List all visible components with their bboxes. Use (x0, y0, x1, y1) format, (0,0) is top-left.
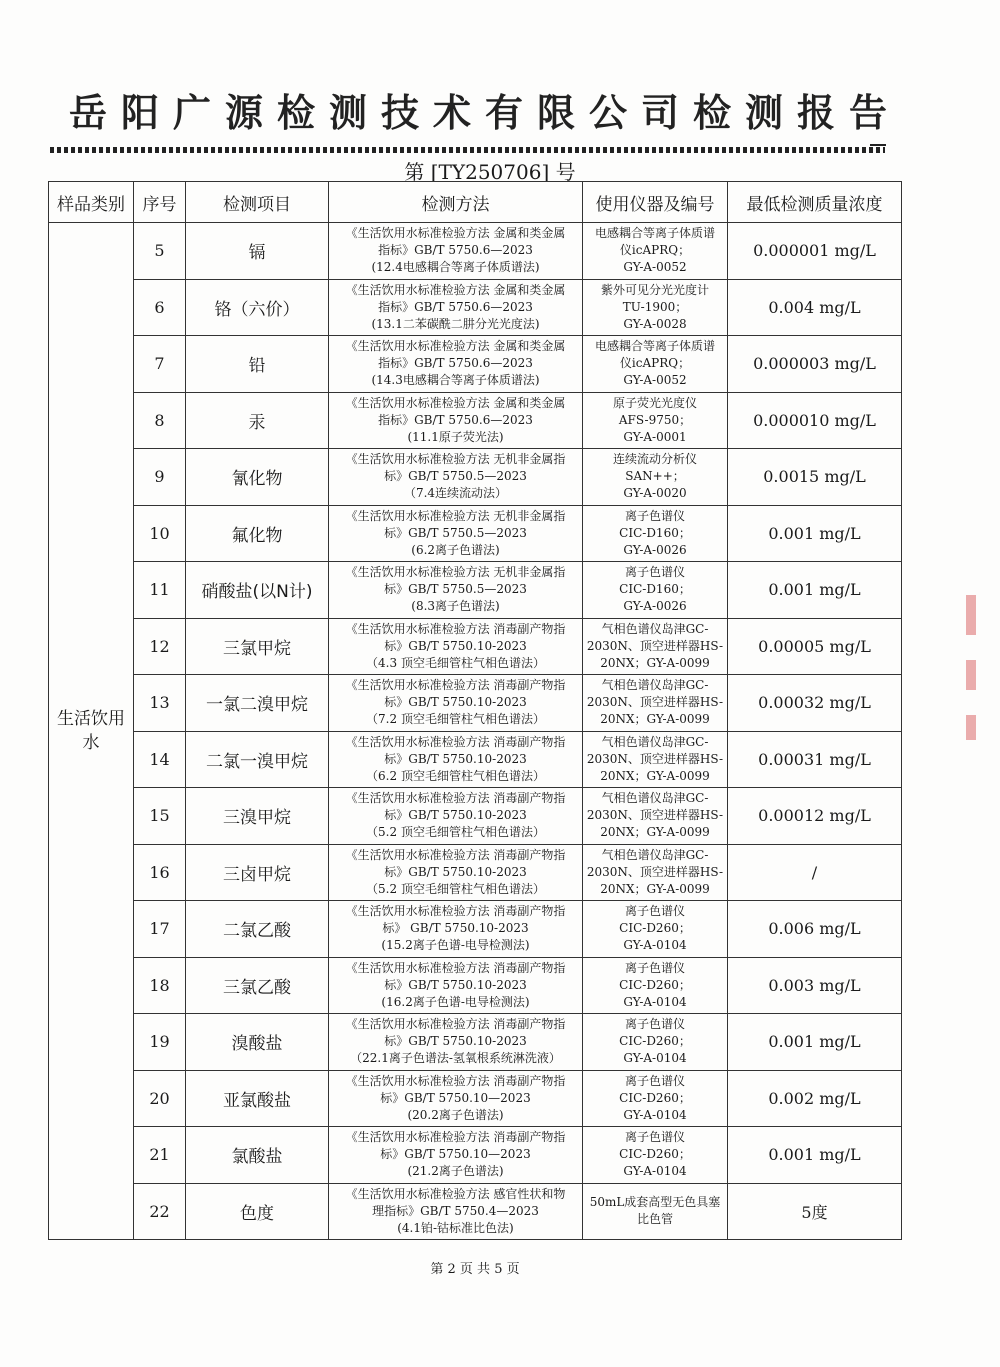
method-line: （22.1离子色谱法-氢氧根系统淋洗液） (350, 1051, 561, 1066)
method-line: 《生活饮用水标准检验方法 金属和类金属 (345, 395, 566, 410)
dotted-divider (50, 147, 885, 153)
row-instrument (583, 449, 728, 506)
instrument-line: 离子色谱仪 (624, 1073, 685, 1088)
instrument-line: 2030N、顶空进样器HS- (586, 751, 724, 766)
row-concentration: 0.003 mg/L (728, 957, 902, 1014)
method-line: 《生活饮用水标准检验方法 金属和类金属 (345, 339, 566, 354)
method-line: (6.2离子色谱法) (411, 542, 500, 557)
instrument-line: 20NX；GY-A-0099 (600, 825, 710, 840)
row-concentration: 5度 (728, 1183, 902, 1240)
method-line: （5.2 顶空毛细管柱气相色谱法） (366, 881, 545, 896)
row-seq: 15 (134, 788, 186, 845)
row-method (329, 1127, 583, 1184)
instrument-line: GY-A-0020 (623, 486, 687, 501)
header-method: 检测方法 (329, 182, 583, 223)
row-item: 汞 (186, 392, 329, 449)
row-concentration: 0.001 mg/L (728, 1127, 902, 1184)
row-method (329, 788, 583, 845)
method-line: 标》GB/T 5750.10-2023 (384, 977, 527, 992)
method-line: 《生活饮用水标准检验方法 消毒副产物指 (345, 960, 566, 975)
row-instrument (583, 1183, 728, 1240)
instrument-line: GY-A-0104 (623, 1107, 687, 1122)
row-item: 三氯甲烷 (186, 618, 329, 675)
row-concentration: 0.000010 mg/L (728, 392, 902, 449)
table-row (49, 675, 902, 732)
instrument-line: GY-A-0026 (623, 599, 687, 614)
row-concentration: 0.00012 mg/L (728, 788, 902, 845)
row-item: 一氯二溴甲烷 (186, 675, 329, 732)
row-instrument (583, 901, 728, 958)
row-method (329, 505, 583, 562)
row-seq: 19 (134, 1014, 186, 1071)
instrument-line: GY-A-0104 (623, 938, 687, 953)
method-line: 《生活饮用水标准检验方法 消毒副产物指 (345, 1130, 566, 1145)
method-line: 《生活饮用水标准检验方法 无机非金属指 (345, 565, 566, 580)
row-concentration: 0.004 mg/L (728, 279, 902, 336)
instrument-line: GY-A-0104 (623, 1164, 687, 1179)
method-line: 《生活饮用水标准检验方法 无机非金属指 (345, 508, 566, 523)
method-line: 《生活饮用水标准检验方法 金属和类金属 (345, 226, 566, 241)
instrument-line: 20NX；GY-A-0099 (600, 768, 710, 783)
report-title: 岳阳广源检测技术有限公司检测报告 (68, 91, 901, 135)
method-line: (11.1原子荧光法) (407, 429, 504, 444)
row-item: 氟化物 (186, 505, 329, 562)
instrument-line: GY-A-0104 (623, 1051, 687, 1066)
row-instrument (583, 336, 728, 393)
row-instrument (583, 279, 728, 336)
method-line: (13.1二苯碳酰二肼分光光度法) (371, 316, 540, 331)
table-row (49, 957, 902, 1014)
row-seq: 6 (134, 279, 186, 336)
instrument-line: CIC-D260； (619, 1147, 691, 1162)
method-line: 《生活饮用水标准检验方法 消毒副产物指 (345, 1017, 566, 1032)
row-instrument (583, 1070, 728, 1127)
table-row (49, 901, 902, 958)
row-instrument (583, 1127, 728, 1184)
row-concentration: / (728, 844, 902, 901)
method-line: (4.1铂-钴标准比色法) (397, 1220, 514, 1235)
row-seq: 13 (134, 675, 186, 732)
divider-end (870, 144, 886, 146)
method-line: 标》GB/T 5750.5—2023 (384, 469, 527, 484)
row-method (329, 1183, 583, 1240)
results-table (48, 181, 902, 1240)
row-item: 三溴甲烷 (186, 788, 329, 845)
row-item: 铬（六价） (186, 279, 329, 336)
row-method (329, 901, 583, 958)
method-line: 标》GB/T 5750.10—2023 (380, 1147, 531, 1162)
instrument-line: 20NX；GY-A-0099 (600, 881, 710, 896)
row-method (329, 392, 583, 449)
row-seq: 9 (134, 449, 186, 506)
instrument-line: 离子色谱仪 (624, 960, 685, 975)
method-line: 《生活饮用水标准检验方法 消毒副产物指 (345, 904, 566, 919)
method-line: 标》GB/T 5750.10-2023 (384, 1034, 527, 1049)
instrument-line: 20NX；GY-A-0099 (600, 712, 710, 727)
method-line: 标》GB/T 5750.10-2023 (384, 808, 527, 823)
method-line: (12.4电感耦合等离子体质谱法) (371, 260, 540, 275)
row-instrument (583, 1014, 728, 1071)
method-line: (16.2离子色谱-电导检测法) (381, 994, 530, 1009)
row-instrument (583, 618, 728, 675)
instrument-line: 离子色谱仪 (624, 1017, 685, 1032)
row-method (329, 957, 583, 1014)
row-instrument (583, 675, 728, 732)
instrument-line: CIC-D260； (619, 1034, 691, 1049)
table-row (49, 392, 902, 449)
method-line: 《生活饮用水标准检验方法 消毒副产物指 (345, 791, 566, 806)
instrument-line: GY-A-0028 (623, 316, 687, 331)
row-method (329, 731, 583, 788)
method-line: 指标》GB/T 5750.6—2023 (378, 412, 533, 427)
table-row (49, 788, 902, 845)
instrument-line: 2030N、顶空进样器HS- (586, 638, 724, 653)
table-row (49, 844, 902, 901)
row-instrument (583, 844, 728, 901)
instrument-line: 连续流动分析仪 (612, 452, 697, 467)
method-line: (8.3离子色谱法) (411, 599, 500, 614)
row-method (329, 279, 583, 336)
instrument-line: 气相色谱仪岛津GC- (601, 621, 709, 636)
row-item: 镉 (186, 223, 329, 280)
row-method (329, 449, 583, 506)
table-header-row (49, 182, 902, 223)
row-item: 溴酸盐 (186, 1014, 329, 1071)
instrument-line: 20NX；GY-A-0099 (600, 655, 710, 670)
row-concentration: 0.00032 mg/L (728, 675, 902, 732)
row-method (329, 1014, 583, 1071)
header-seq: 序号 (134, 182, 186, 223)
instrument-line: 原子荧光光度仪 (612, 395, 697, 410)
row-item: 亚氯酸盐 (186, 1070, 329, 1127)
method-line: 标》GB/T 5750.10—2023 (380, 1090, 531, 1105)
row-method (329, 618, 583, 675)
row-concentration: 0.001 mg/L (728, 505, 902, 562)
instrument-line: 离子色谱仪 (624, 904, 685, 919)
instrument-line: GY-A-0052 (623, 260, 687, 275)
row-item: 二氯一溴甲烷 (186, 731, 329, 788)
table-row (49, 562, 902, 619)
instrument-line: CIC-D260； (619, 977, 691, 992)
row-instrument (583, 788, 728, 845)
header-instrument: 使用仪器及编号 (583, 182, 728, 223)
method-line: 《生活饮用水标准检验方法 消毒副产物指 (345, 1073, 566, 1088)
table-row (49, 336, 902, 393)
row-instrument (583, 731, 728, 788)
instrument-line: CIC-D160； (619, 525, 691, 540)
method-line: 《生活饮用水标准检验方法 无机非金属指 (345, 452, 566, 467)
row-item: 铅 (186, 336, 329, 393)
row-seq: 18 (134, 957, 186, 1014)
row-instrument (583, 392, 728, 449)
table-row (49, 1014, 902, 1071)
instrument-line: 气相色谱仪岛津GC- (601, 791, 709, 806)
instrument-line: 气相色谱仪岛津GC- (601, 678, 709, 693)
method-line: 《生活饮用水标准检验方法 消毒副产物指 (345, 621, 566, 636)
instrument-line: 电感耦合等离子体质谱 (594, 226, 715, 241)
method-line: 标》GB/T 5750.10-2023 (384, 638, 527, 653)
row-concentration: 0.0015 mg/L (728, 449, 902, 506)
table-row (49, 449, 902, 506)
method-line: （5.2 顶空毛细管柱气相色谱法） (366, 825, 545, 840)
instrument-line: 气相色谱仪岛津GC- (601, 847, 709, 862)
method-line: 标》GB/T 5750.10-2023 (384, 864, 527, 879)
row-item: 二氯乙酸 (186, 901, 329, 958)
instrument-line: GY-A-0001 (623, 429, 687, 444)
method-line: （7.2 顶空毛细管柱气相色谱法） (366, 712, 545, 727)
row-seq: 22 (134, 1183, 186, 1240)
method-line: 标》 GB/T 5750.10-2023 (382, 921, 529, 936)
method-line: 指标》GB/T 5750.6—2023 (378, 356, 533, 371)
instrument-line: AFS-9750； (618, 412, 692, 427)
method-line: （7.4连续流动法） (403, 486, 508, 501)
method-line: （4.3 顶空毛细管柱气相色谱法） (366, 655, 545, 670)
row-seq: 16 (134, 844, 186, 901)
instrument-line: 离子色谱仪 (624, 565, 685, 580)
row-method (329, 223, 583, 280)
row-seq: 20 (134, 1070, 186, 1127)
row-item: 硝酸盐(以N计) (186, 562, 329, 619)
method-line: (14.3电感耦合等离子体质谱法) (371, 373, 540, 388)
table-row (49, 505, 902, 562)
instrument-line: 气相色谱仪岛津GC- (601, 734, 709, 749)
instrument-line: 50mL成套高型无色具塞 (589, 1195, 721, 1210)
method-line: (21.2离子色谱法) (407, 1164, 504, 1179)
row-instrument (583, 223, 728, 280)
report-number: 第 [TY250706] 号 (404, 160, 576, 184)
page-footer: 第 2 页 共 5 页 (430, 1262, 520, 1277)
row-seq: 8 (134, 392, 186, 449)
row-seq: 10 (134, 505, 186, 562)
row-seq: 17 (134, 901, 186, 958)
method-line: 《生活饮用水标准检验方法 消毒副产物指 (345, 678, 566, 693)
row-concentration: 0.000001 mg/L (728, 223, 902, 280)
row-concentration: 0.006 mg/L (728, 901, 902, 958)
instrument-line: CIC-D160； (619, 582, 691, 597)
sample-category: 生活饮用水 (49, 223, 134, 1240)
row-method (329, 675, 583, 732)
instrument-line: 比色管 (636, 1212, 673, 1227)
instrument-line: SAN++； (625, 469, 685, 484)
table-row (49, 618, 902, 675)
method-line: 理指标》GB/T 5750.4—2023 (372, 1203, 539, 1218)
table-row (49, 1127, 902, 1184)
row-concentration: 0.00031 mg/L (728, 731, 902, 788)
method-line: 《生活饮用水标准检验方法 消毒副产物指 (345, 734, 566, 749)
instrument-line: 电感耦合等离子体质谱 (594, 339, 715, 354)
instrument-line: GY-A-0104 (623, 994, 687, 1009)
instrument-line: TU-1900； (622, 299, 688, 314)
row-concentration: 0.000003 mg/L (728, 336, 902, 393)
instrument-line: 离子色谱仪 (624, 508, 685, 523)
row-method (329, 336, 583, 393)
table-row (49, 223, 902, 280)
row-item: 三卤甲烷 (186, 844, 329, 901)
row-item: 三氯乙酸 (186, 957, 329, 1014)
instrument-line: 仪icAPRQ； (619, 356, 691, 371)
instrument-line: CIC-D260； (619, 921, 691, 936)
row-instrument (583, 957, 728, 1014)
instrument-line: CIC-D260； (619, 1090, 691, 1105)
instrument-line: 2030N、顶空进样器HS- (586, 808, 724, 823)
table-row (49, 731, 902, 788)
row-item: 氯酸盐 (186, 1127, 329, 1184)
instrument-line: 紫外可见分光光度计 (600, 282, 709, 297)
stamp-fragment (966, 595, 976, 635)
row-seq: 12 (134, 618, 186, 675)
row-instrument (583, 505, 728, 562)
method-line: 标》GB/T 5750.10-2023 (384, 695, 527, 710)
row-item: 氰化物 (186, 449, 329, 506)
stamp-fragment (966, 660, 976, 690)
method-line: 《生活饮用水标准检验方法 感官性状和物 (345, 1186, 566, 1201)
method-line: 标》GB/T 5750.5—2023 (384, 525, 527, 540)
table-row (49, 1183, 902, 1240)
table-row (49, 279, 902, 336)
row-concentration: 0.00005 mg/L (728, 618, 902, 675)
table-row (49, 1070, 902, 1127)
row-method (329, 562, 583, 619)
row-method (329, 1070, 583, 1127)
method-line: 《生活饮用水标准检验方法 金属和类金属 (345, 282, 566, 297)
row-concentration: 0.002 mg/L (728, 1070, 902, 1127)
header-category: 样品类别 (49, 182, 134, 223)
row-instrument (583, 562, 728, 619)
row-seq: 11 (134, 562, 186, 619)
method-line: (15.2离子色谱-电导检测法) (381, 938, 530, 953)
instrument-line: GY-A-0026 (623, 542, 687, 557)
stamp-fragment (966, 715, 976, 740)
method-line: 标》GB/T 5750.5—2023 (384, 582, 527, 597)
instrument-line: 离子色谱仪 (624, 1130, 685, 1145)
instrument-line: 2030N、顶空进样器HS- (586, 864, 724, 879)
row-method (329, 844, 583, 901)
method-line: (20.2离子色谱法) (407, 1107, 504, 1122)
row-concentration: 0.001 mg/L (728, 562, 902, 619)
header-item: 检测项目 (186, 182, 329, 223)
method-line: 指标》GB/T 5750.6—2023 (378, 299, 533, 314)
instrument-line: 仪icAPRQ； (619, 243, 691, 258)
row-seq: 21 (134, 1127, 186, 1184)
header-concentration: 最低检测质量浓度 (728, 182, 902, 223)
row-concentration: 0.001 mg/L (728, 1014, 902, 1071)
row-item: 色度 (186, 1183, 329, 1240)
method-line: 标》GB/T 5750.10-2023 (384, 751, 527, 766)
method-line: 《生活饮用水标准检验方法 消毒副产物指 (345, 847, 566, 862)
row-seq: 14 (134, 731, 186, 788)
instrument-line: 2030N、顶空进样器HS- (586, 695, 724, 710)
method-line: 指标》GB/T 5750.6—2023 (378, 243, 533, 258)
instrument-line: GY-A-0052 (623, 373, 687, 388)
row-seq: 5 (134, 223, 186, 280)
method-line: （6.2 顶空毛细管柱气相色谱法） (366, 768, 545, 783)
row-seq: 7 (134, 336, 186, 393)
